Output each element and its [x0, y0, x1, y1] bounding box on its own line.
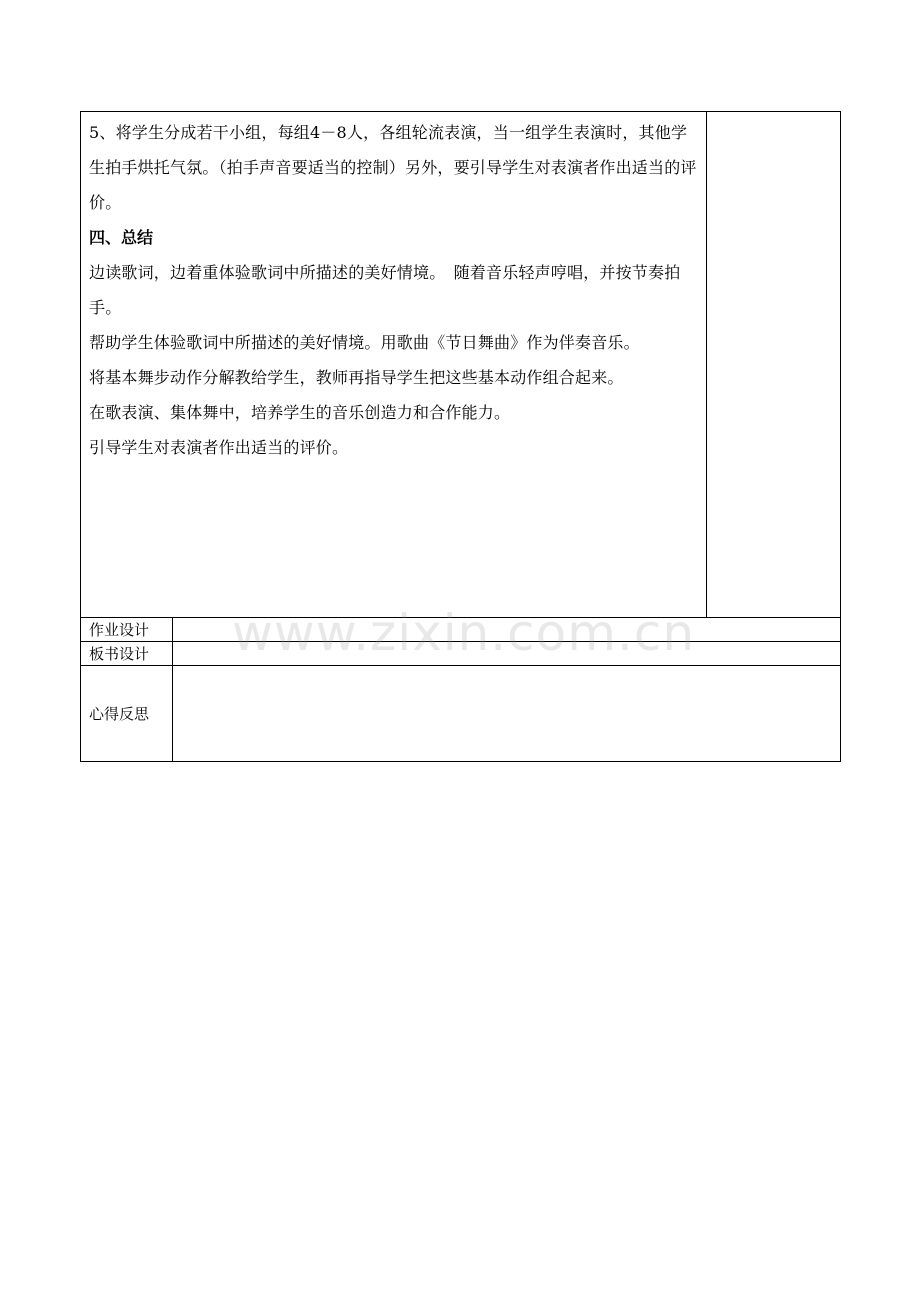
reflection-row [81, 666, 841, 762]
section-heading-summary: 四、总结 [89, 228, 154, 247]
homework-label: 作业设计 [81, 618, 173, 642]
paragraph-summary-3: 将基本舞步动作分解教给学生，教师再指导学生把这些基本动作组合起来。 [89, 368, 624, 387]
paragraph-grouping: 5、将学生分成若干小组，每组4－8人，各组轮流表演，当一组学生表演时，其他学生拍手烘托气氛。（拍手声音要适当的控制）另外，要引导学生对表演者作出适当的评价。 [89, 123, 697, 212]
board-design-value [173, 642, 841, 666]
notes-side-cell [707, 112, 841, 618]
reflection-value [173, 666, 841, 762]
homework-value [173, 618, 841, 642]
paragraph-summary-5: 引导学生对表演者作出适当的评价。 [89, 438, 349, 457]
reflection-label: 心得反思 [81, 666, 173, 762]
board-design-row [81, 642, 841, 666]
paragraph-summary-4: 在歌表演、集体舞中，培养学生的音乐创造力和合作能力。 [89, 403, 511, 422]
content-row [81, 112, 841, 618]
watermark: www.zixin.com.cn [232, 604, 696, 662]
board-design-label: 板书设计 [81, 642, 173, 666]
homework-row [81, 618, 841, 642]
lesson-content-cell [81, 112, 707, 618]
paragraph-summary-2: 帮助学生体验歌词中所描述的美好情境。用歌曲《节日舞曲》作为伴奏音乐。 [89, 333, 640, 352]
paragraph-summary-1: 边读歌词，边着重体验歌词中所描述的美好情境。 随着音乐轻声哼唱，并按节奏拍手。 [89, 263, 681, 317]
lesson-plan-table [80, 111, 841, 762]
